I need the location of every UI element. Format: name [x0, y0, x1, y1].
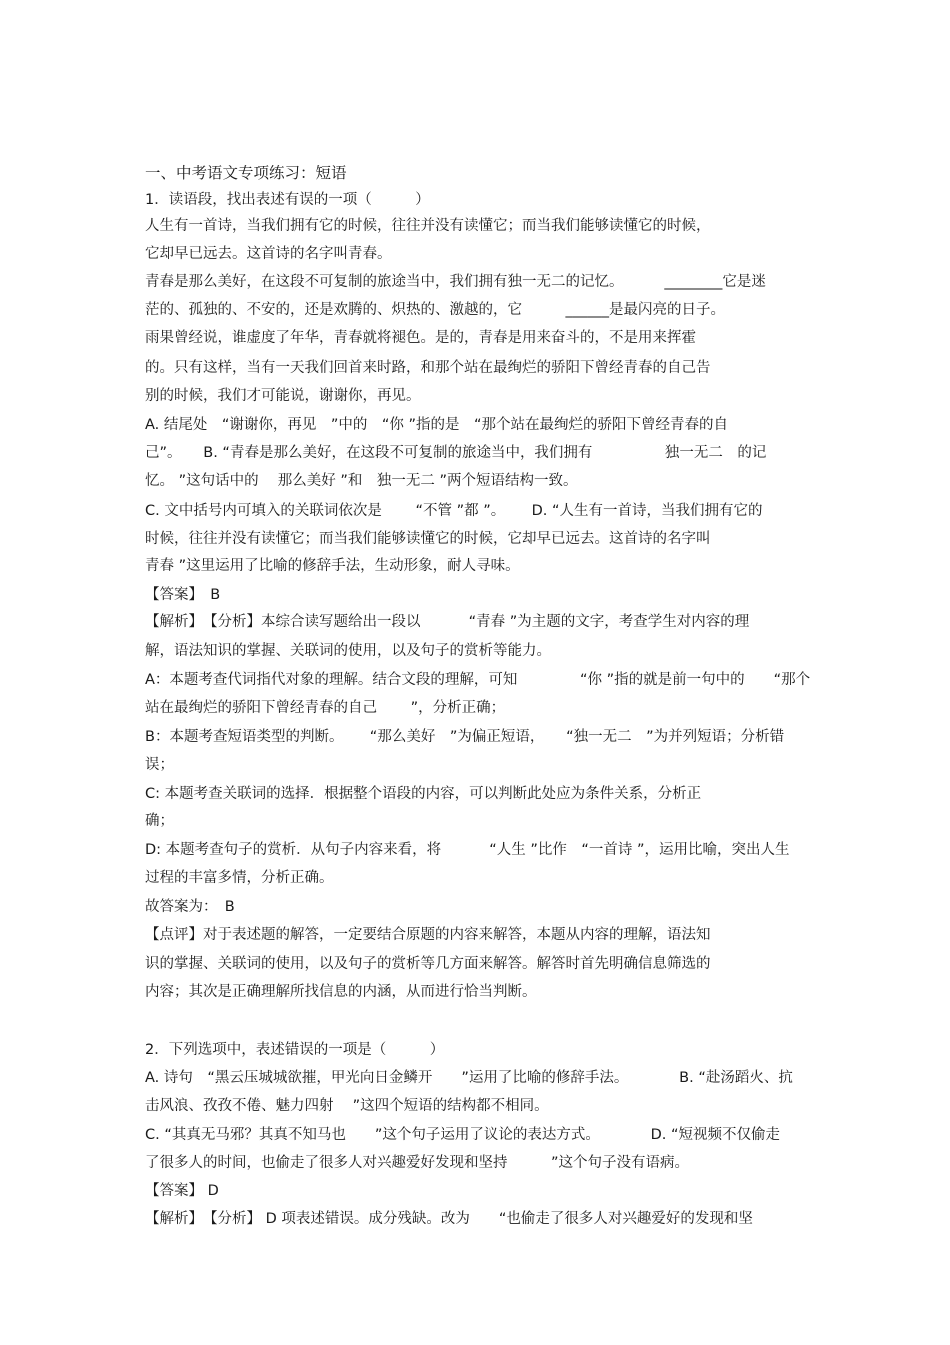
text-line: 解，语法知识的掌握、关联词的使用，以及句子的赏析等能力。 — [145, 643, 551, 659]
text-line: 【答案】 D — [145, 1183, 219, 1199]
text-line: 1．读语段，找出表述有误的一项（ ） — [145, 192, 430, 208]
text-line: 茫的、孤独的、不安的，还是欢腾的、炽热的、激越的，它 ______是最闪亮的日子。 — [145, 302, 725, 318]
text-line: 确； — [145, 813, 174, 829]
text-line: C. “其真无马邪？其真不知马也 ”这个句子运用了议论的表达方式。 D. “短视频不仅偷走 — [145, 1127, 781, 1143]
text-line: 青春 ”这里运用了比喻的修辞手法，生动形象，耐人寻味。 — [145, 558, 520, 574]
text-line: D: 本题考查句子的赏析．从句子内容来看，将 “人生 ”比作 “一首诗 ”，运用比喻，突出人生 — [145, 842, 790, 858]
text-line: 【点评】对于表述题的解答，一定要结合原题的内容来解答，本题从内容的理解，语法知 — [145, 927, 711, 943]
text-line: 误； — [145, 757, 174, 773]
text-line: 青春是那么美好，在这段不可复制的旅途当中，我们拥有独一无二的记忆。 ________它是迷 — [145, 274, 766, 290]
text-line: 过程的丰富多情，分析正确。 — [145, 870, 334, 886]
text-line: B：本题考查短语类型的判断。 “那么美好 ”为偏正短语， “独一无二 ”为并列短语；分析错 — [145, 729, 785, 745]
text-line: 己”。 B. “青春是那么美好，在这段不可复制的旅途当中，我们拥有 独一无二 的记 — [145, 445, 767, 461]
text-line: 忆。 ”这句话中的 那么美好 ”和 独一无二 ”两个短语结构一致。 — [145, 473, 578, 489]
text-line: 击风浪、孜孜不倦、魅力四射 ”这四个短语的结构都不相同。 — [145, 1098, 549, 1114]
text-line: C: 本题考查关联词的选择．根据整个语段的内容，可以判断此处应为条件关系，分析正 — [145, 786, 702, 802]
text-line: 【解析】 【分析】本综合读写题给出一段以 “青春 ”为主题的文字，考查学生对内容的理 — [145, 614, 750, 630]
text-line: 它却早已远去。这首诗的名字叫青春。 — [145, 246, 392, 262]
text-line: A. 结尾处 “谢谢你，再见 ”中的 “你 ”指的是 “那个站在最绚烂的骄阳下曾经青春的自 — [145, 417, 729, 433]
text-line: 【解析】 【分析】 D 项表述错误。成分残缺。改为 “也偷走了很多人对兴趣爱好的发现和坚 — [145, 1211, 753, 1227]
text-line: 2．下列选项中，表述错误的一项是（ ） — [145, 1042, 445, 1058]
text-line: 了很多人的时间，也偷走了很多人对兴趣爱好发现和坚持 ”这个句子没有语病。 — [145, 1155, 690, 1171]
text-line: 【答案】 B — [145, 587, 221, 603]
text-line: A：本题考查代词指代对象的理解。结合文段的理解，可知 “你 ”指的就是前一句中的 “那个 — [145, 672, 811, 688]
text-line: 故答案为： B — [145, 899, 235, 915]
text-line: 的。只有这样，当有一天我们回首来时路，和那个站在最绚烂的骄阳下曾经青春的自己告 — [145, 360, 711, 376]
text-line: 别的时候，我们才可能说，谢谢你，再见。 — [145, 388, 421, 404]
text-line: 时候，往往并没有读懂它；而当我们能够读懂它的时候，它却早已远去。这首诗的名字叫 — [145, 531, 711, 547]
text-line: 内容；其次是正确理解所找信息的内涵，从而进行恰当判断。 — [145, 984, 537, 1000]
section-title: 一、中考语文专项练习：短语 — [145, 164, 347, 182]
text-line: 站在最绚烂的骄阳下曾经青春的自己 ”，分析正确； — [145, 700, 506, 716]
text-line: C. 文中括号内可填入的关联词依次是 “不管 ”都 ”。 D. “人生有一首诗，当我们拥有它的 — [145, 503, 763, 519]
text-line: 雨果曾经说，谁虚度了年华，青春就将褪色。是的，青春是用来奋斗的，不是用来挥霍 — [145, 330, 696, 346]
text-line: A. 诗句 “黑云压城城欲摧，甲光向日金鳞开 ”运用了比喻的修辞手法。 B. “赴汤蹈火、抗 — [145, 1070, 793, 1086]
text-line: 人生有一首诗，当我们拥有它的时候，往往并没有读懂它；而当我们能够读懂它的时候， — [145, 218, 711, 234]
text-line: 识的掌握、关联词的使用，以及句子的赏析等几方面来解答。解答时首先明确信息筛选的 — [145, 956, 711, 972]
